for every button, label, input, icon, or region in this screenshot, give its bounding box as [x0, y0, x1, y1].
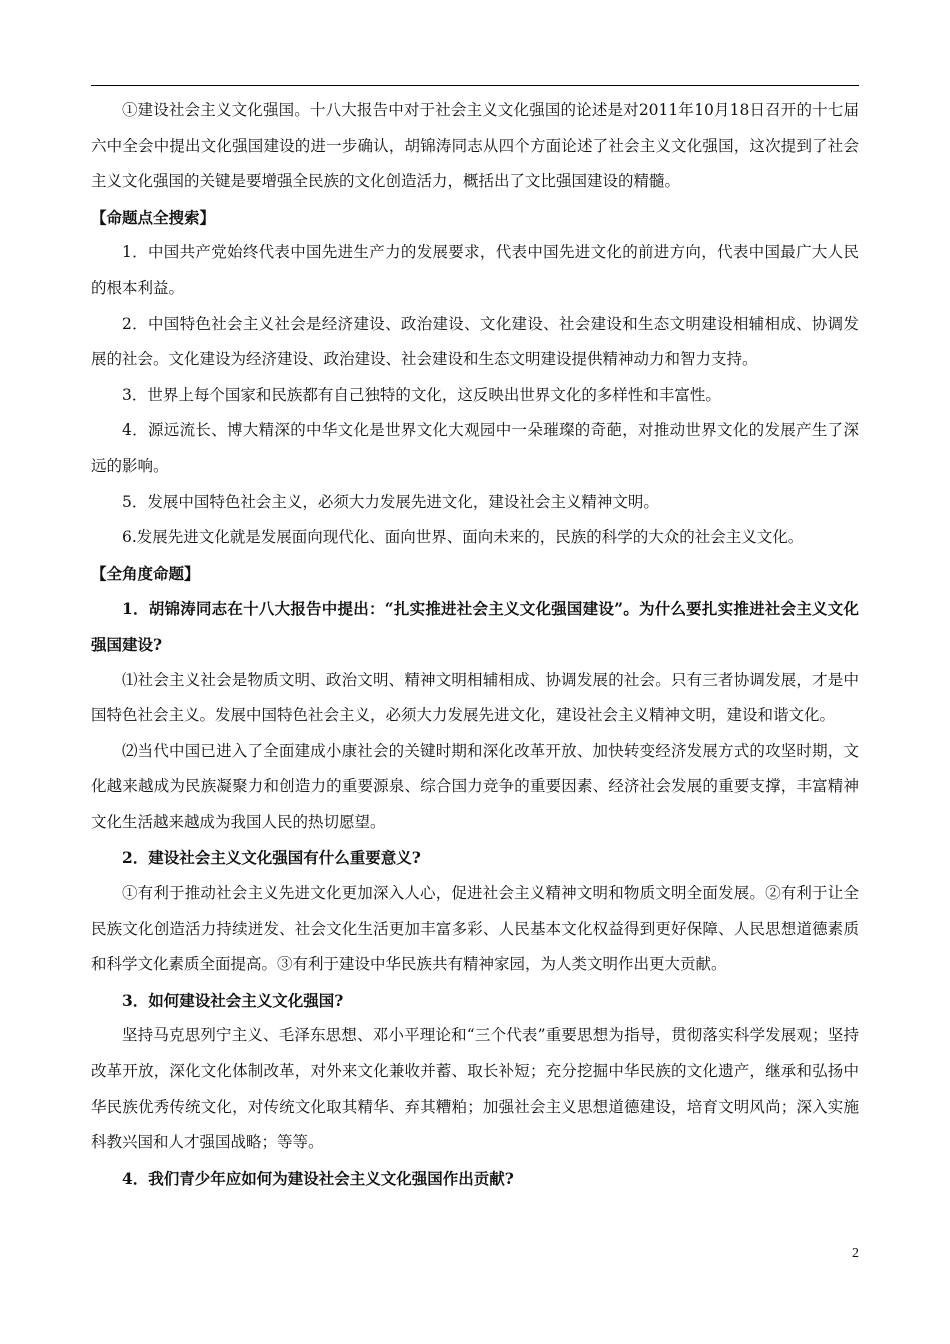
point-5: 5．发展中国特色社会主义，必须大力发展先进文化，建设社会主义精神文明。	[122, 492, 659, 511]
point-4: 4．源远流长、博大精深的中华文化是世界文化大观园中一朵璀璨的奇葩，对推动世界文化的发展产生了深远的影响。	[91, 421, 859, 475]
question-4: 4．我们青少年应如何为建设社会主义文化强国作出贡献?	[122, 1168, 514, 1188]
header-rule	[91, 85, 859, 86]
point-3: 3．世界上每个国家和民族都有自己独特的文化，这反映出世界文化的多样性和丰富性。	[122, 385, 721, 404]
answer-2: ①有利于推动社会主义先进文化更加深入人心，促进社会主义精神文明和物质文明全面发展。②有利于让全民族文化创造活力持续迸发、社会文化生活更加丰富多彩、人民基本文化权益得到更好保障、人民思想道德素质和科学文化素质全面提高。③有利于建设中华民族共有精神家园，为人类文明作出更大贡献。	[91, 884, 859, 974]
content-body	[91, 93, 859, 1196]
question-2: 2．建设社会主义文化强国有什么重要意义?	[122, 848, 421, 868]
section-heading-questions: 【全角度命题】	[91, 563, 200, 583]
page-number: 2	[852, 1246, 859, 1261]
question-3: 3．如何建设社会主义文化强国?	[122, 990, 344, 1010]
answer-1-part-2: ⑵当代中国已进入了全面建成小康社会的关键时期和深化改革开放、加快转变经济发展方式的攻坚时期，文化越来越成为民族凝聚力和创造力的重要源泉、综合国力竞争的重要因素、经济社会发展的重要支撑，丰富精神文化生活越来越成为我国人民的热切愿望。	[91, 741, 859, 831]
point-1: 1．中国共产党始终代表中国先进生产力的发展要求，代表中国先进文化的前进方向，代表中国最广大人民的根本利益。	[91, 243, 859, 297]
answer-3: 坚持马克思列宁主义、毛泽东思想、邓小平理论和“三个代表”重要思想为指导，贯彻落实科学发展观；坚持改革开放，深化文化体制改革，对外来文化兼收并蓄、取长补短；充分挖掘中华民族的文化遗产，继承和弘扬中华民族优秀传统文化，对传统文化取其精华、弃其糟粕；加强社会主义思想道德建设，培育文明风尚；深入实施科教兴国和人才强国战略；等等。	[91, 1026, 859, 1152]
point-6: 6.发展先进文化就是发展面向现代化、面向世界、面向未来的，民族的科学的大众的社会主义文化。	[122, 528, 804, 547]
section-heading-search: 【命题点全搜索】	[91, 207, 216, 227]
paragraph-intro: ①建设社会主义文化强国。十八大报告中对于社会主义文化强国的论述是对2011年10月18日召开的十七届六中全会中提出文化强国建设的进一步确认，胡锦涛同志从四个方面论述了社会主义文化强国，这次提到了社会主义文化强国的关键是要增强全民族的文化创造活力，概括出了文比强国建设的精髓。	[91, 101, 859, 191]
answer-1-part-1: ⑴社会主义社会是物质文明、政治文明、精神文明相辅相成、协调发展的社会。只有三者协调发展，才是中国特色社会主义。发展中国特色社会主义，必须大力发展先进文化，建设社会主义精神文明，建设和谐文化。	[91, 670, 859, 725]
question-1: 1．胡锦涛同志在十八大报告中提出：“扎实推进社会主义文化强国建设”。为什么要扎实推进社会主义文化强国建设?	[91, 599, 859, 654]
point-2: 2．中国特色社会主义社会是经济建设、政治建设、文化建设、社会建设和生态文明建设相辅相成、协调发展的社会。文化建设为经济建设、政治建设、社会建设和生态文明建设提供精神动力和智力支持。	[91, 314, 859, 369]
